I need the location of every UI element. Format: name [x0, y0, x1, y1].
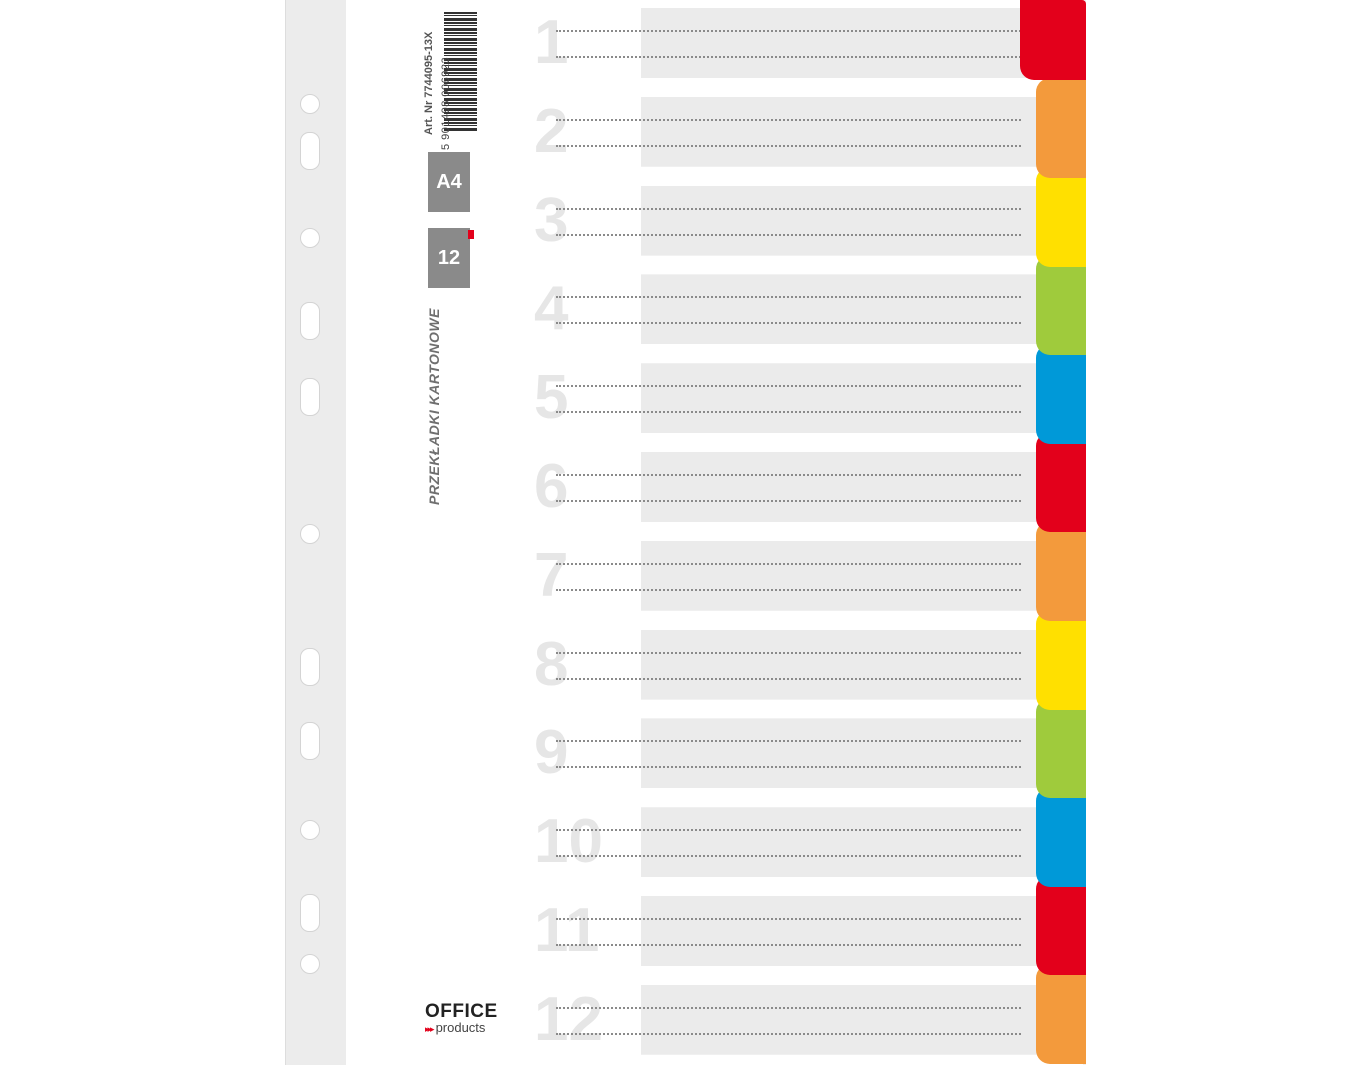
row-number: 5 [534, 363, 569, 433]
dotted-write-line [556, 56, 1021, 58]
dotted-write-line [556, 944, 1021, 946]
color-tab [1036, 698, 1086, 798]
color-tab [1036, 521, 1086, 621]
punch-hole [300, 524, 320, 544]
color-tab [1036, 875, 1086, 975]
dotted-write-line [556, 589, 1021, 591]
row-number: 7 [534, 540, 569, 610]
color-tab [1036, 78, 1086, 178]
divider-sheet [285, 0, 1086, 1065]
brand-logo [425, 1003, 498, 1036]
punch-hole [300, 302, 320, 340]
row-number: 9 [534, 718, 569, 788]
row-number: 1 [534, 8, 569, 77]
dotted-write-line [556, 322, 1021, 324]
index-row [534, 541, 1094, 611]
color-tab [1036, 344, 1086, 444]
index-row [534, 896, 1094, 966]
dotted-write-line [556, 563, 1021, 565]
format-badge: A4 [428, 152, 470, 212]
dotted-write-line [556, 855, 1021, 857]
color-tab [1036, 610, 1086, 710]
dotted-write-line [556, 234, 1021, 236]
punch-hole [300, 894, 320, 932]
index-row [534, 186, 1094, 256]
dotted-write-line [556, 918, 1021, 920]
dotted-write-line [556, 30, 1021, 32]
dotted-write-line [556, 411, 1021, 413]
index-row [534, 718, 1094, 788]
dotted-write-line [556, 652, 1021, 654]
dotted-write-line [556, 385, 1021, 387]
dotted-write-line [556, 740, 1021, 742]
product-title: PRZEKŁADKI KARTONOWE [426, 308, 442, 505]
punch-hole [300, 820, 320, 840]
row-number: 8 [534, 629, 569, 699]
index-row [534, 97, 1094, 167]
punch-hole [300, 132, 320, 170]
row-number: 3 [534, 185, 569, 255]
punch-hole [300, 378, 320, 416]
color-tab [1036, 432, 1086, 532]
dotted-write-line [556, 296, 1021, 298]
punch-hole [300, 648, 320, 686]
row-number: 11 [534, 896, 600, 965]
row-number: 4 [534, 274, 569, 344]
dotted-write-line [556, 474, 1021, 476]
color-tabs [1020, 0, 1090, 1065]
dotted-write-line [556, 1007, 1021, 1009]
row-number: 2 [534, 96, 569, 166]
dotted-write-line [556, 766, 1021, 768]
index-row [534, 274, 1094, 344]
binding-strip [286, 0, 346, 1065]
index-row [534, 985, 1094, 1055]
row-number: 12 [534, 984, 603, 1054]
punch-hole [300, 228, 320, 248]
dotted-write-line [556, 208, 1021, 210]
row-number: 10 [534, 807, 603, 877]
index-row [534, 363, 1094, 433]
punch-hole [300, 722, 320, 760]
color-tab [1020, 0, 1086, 80]
color-tab [1036, 167, 1086, 267]
logo-arrows: ▸▸▸ [425, 1024, 433, 1034]
dotted-write-line [556, 1033, 1021, 1035]
index-row [534, 807, 1094, 877]
logo-office-text: OFFICE [425, 1001, 498, 1022]
row-number: 6 [534, 452, 569, 521]
logo-products-text: products [435, 1020, 486, 1035]
dotted-write-line [556, 829, 1021, 831]
dotted-write-line [556, 119, 1021, 121]
punch-hole [300, 954, 320, 974]
dotted-write-line [556, 500, 1021, 502]
index-row [534, 8, 1094, 78]
article-number: Art. Nr 7744095-13X [423, 31, 435, 135]
color-tab [1036, 964, 1086, 1064]
label-panel [346, 0, 1083, 1065]
count-badge: 12 [428, 228, 470, 288]
dotted-write-line [556, 145, 1021, 147]
color-tab [1036, 255, 1086, 355]
index-row [534, 452, 1094, 522]
index-row [534, 630, 1094, 700]
punch-hole [300, 94, 320, 114]
color-tab [1036, 787, 1086, 887]
dotted-write-line [556, 678, 1021, 680]
barcode-number: 5 901498 006923 [440, 56, 452, 150]
